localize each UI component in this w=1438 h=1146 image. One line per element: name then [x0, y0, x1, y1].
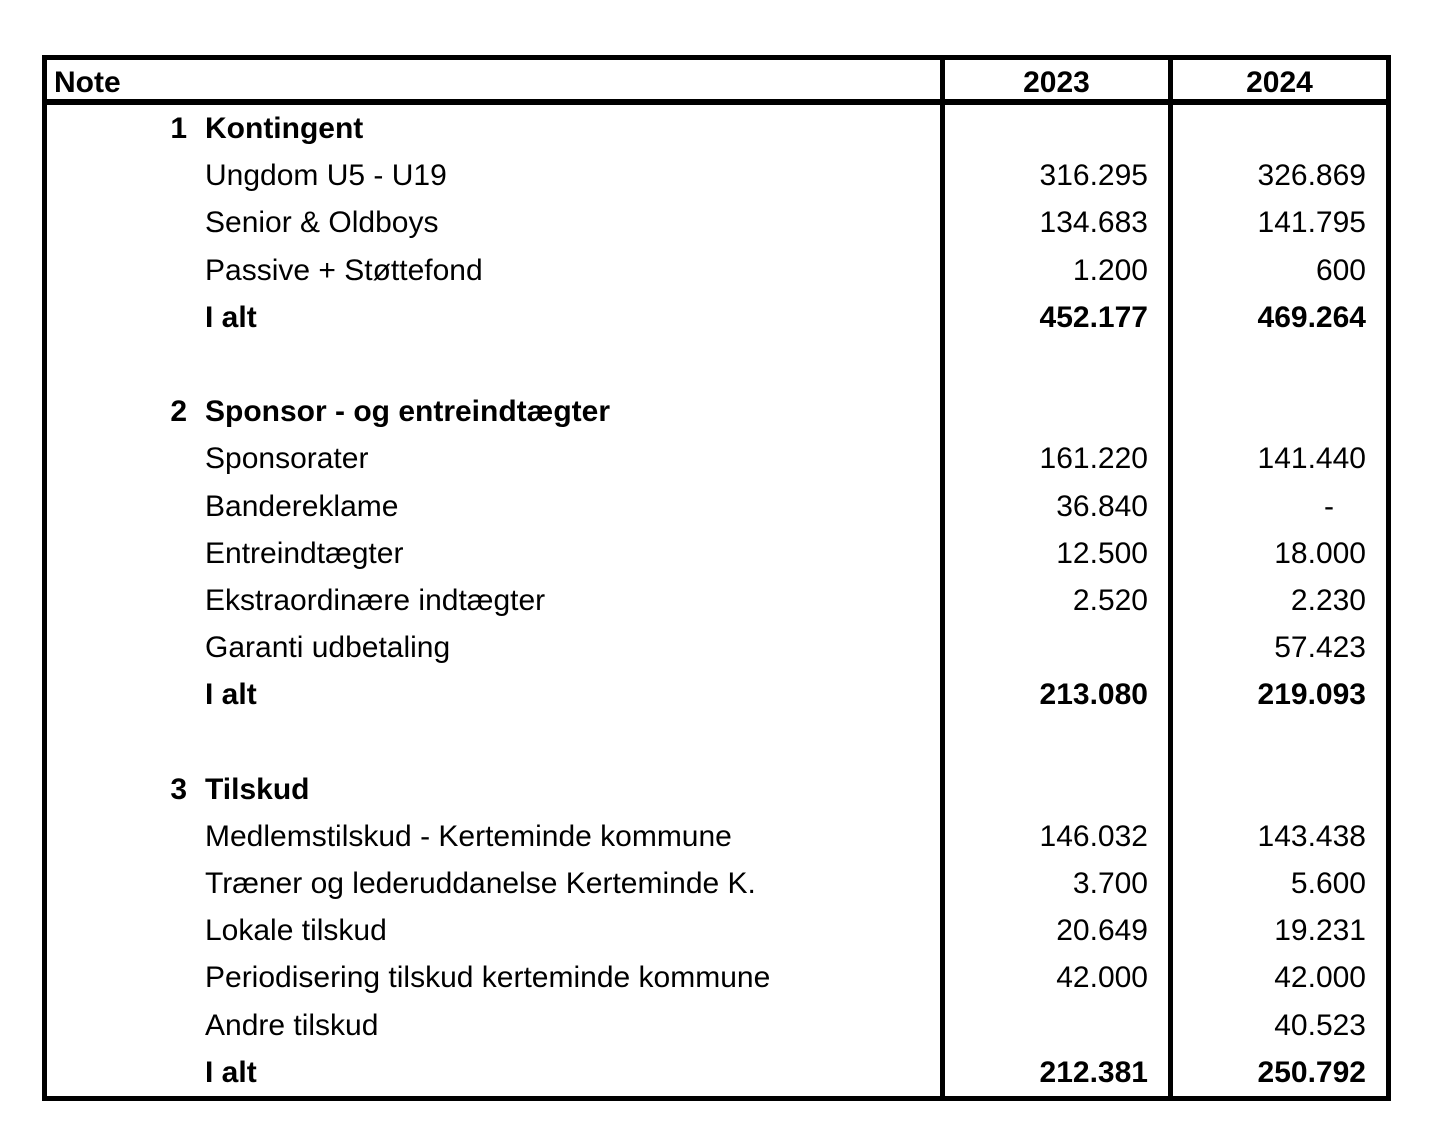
value-2024 [1168, 105, 1386, 152]
total-value-2024: 250.792 [1168, 1049, 1386, 1096]
total-value-2024: 219.093 [1168, 671, 1386, 718]
spacer-row [47, 718, 1386, 765]
table-row [47, 624, 1386, 671]
row-label-cell [47, 152, 940, 199]
section-row-kontingent [47, 105, 1386, 152]
column-header-2024: 2024 [1168, 60, 1386, 99]
table-row [47, 247, 1386, 294]
value-2024: 141.440 [1168, 435, 1386, 482]
row-label-cell [47, 483, 940, 530]
row-label: Periodisering tilskud kerteminde kommune [205, 961, 771, 995]
row-label: Sponsorater [205, 442, 369, 476]
table-row [47, 530, 1386, 577]
value-2023: 161.220 [940, 435, 1168, 482]
value-2024: 19.231 [1168, 907, 1386, 954]
table-row [47, 813, 1386, 860]
value-2024: 2.230 [1168, 577, 1386, 624]
column-header-note: Note [54, 66, 121, 99]
section-row-tilskud [47, 766, 1386, 813]
total-label: I alt [205, 300, 257, 334]
row-label-cell [47, 718, 940, 765]
value-2024: 57.423 [1168, 624, 1386, 671]
value-2024: 143.438 [1168, 813, 1386, 860]
row-label-cell [47, 1002, 940, 1049]
value-2024 [1168, 341, 1386, 388]
table-row [47, 199, 1386, 246]
row-label: Bandereklame [205, 489, 399, 523]
note-number: 2 [170, 395, 187, 429]
table-row [47, 860, 1386, 907]
row-label: Garanti udbetaling [205, 631, 451, 665]
row-label-cell [47, 199, 940, 246]
row-label-cell [47, 388, 940, 435]
row-label-cell [47, 907, 940, 954]
value-2023 [940, 718, 1168, 765]
value-2023: 3.700 [940, 860, 1168, 907]
total-row-kontingent [47, 294, 1386, 341]
value-2023 [940, 341, 1168, 388]
total-label: I alt [205, 678, 257, 712]
value-2023: 2.520 [940, 577, 1168, 624]
value-2023: 134.683 [940, 199, 1168, 246]
row-label: Træner og lederuddanelse Kerteminde K. [205, 867, 756, 900]
value-2023: 36.840 [940, 483, 1168, 530]
note-number [47, 718, 187, 765]
row-label: Andre tilskud [205, 1008, 379, 1042]
row-label-cell [47, 105, 940, 152]
total-value-2023: 212.381 [940, 1049, 1168, 1096]
value-2023: 1.200 [940, 247, 1168, 294]
note-number [47, 435, 187, 482]
value-2023 [940, 766, 1168, 813]
value-2024: 42.000 [1168, 954, 1386, 1001]
note-number: 1 [170, 112, 187, 145]
row-label-cell [47, 577, 940, 624]
section-title: Tilskud [205, 772, 310, 806]
section-title: Sponsor - og entreindtægter [205, 395, 610, 429]
note-number [47, 860, 187, 907]
section-title: Kontingent [205, 112, 364, 145]
note-number: 3 [170, 772, 187, 806]
row-label: Medlemstilskud - Kerteminde kommune [205, 819, 732, 853]
row-label-cell [47, 860, 940, 907]
table-row [47, 152, 1386, 199]
note-number [47, 1049, 187, 1096]
row-label-cell [47, 247, 940, 294]
value-2023 [940, 388, 1168, 435]
note-number [47, 294, 187, 341]
value-2024: 600 [1168, 247, 1386, 294]
row-label: Passive + Støttefond [205, 253, 483, 287]
row-label-cell [47, 294, 940, 341]
note-number [47, 1002, 187, 1049]
note-number [47, 483, 187, 530]
total-row-tilskud [47, 1049, 1386, 1096]
note-number [47, 199, 187, 246]
table-row [47, 483, 1386, 530]
total-row-sponsor [47, 671, 1386, 718]
value-2024 [1168, 388, 1386, 435]
value-2023 [940, 105, 1168, 152]
row-label-cell [47, 1049, 940, 1096]
row-label-cell [47, 624, 940, 671]
value-2024 [1168, 718, 1386, 765]
value-2024 [1168, 766, 1386, 813]
value-2023 [940, 1002, 1168, 1049]
value-2023: 42.000 [940, 954, 1168, 1001]
table-row [47, 954, 1386, 1001]
row-label-cell [47, 813, 940, 860]
value-2024: 40.523 [1168, 1002, 1386, 1049]
value-2024: 18.000 [1168, 530, 1386, 577]
note-number [47, 813, 187, 860]
finance-notes-table [42, 55, 1391, 1101]
row-label-cell [47, 671, 940, 718]
row-label: Ungdom U5 - U19 [205, 159, 447, 193]
row-label: Senior & Oldboys [205, 206, 439, 240]
note-number [47, 341, 187, 388]
note-number [47, 624, 187, 671]
total-value-2023: 213.080 [940, 671, 1168, 718]
table-row [47, 1002, 1386, 1049]
note-number [47, 530, 187, 577]
value-2023: 20.649 [940, 907, 1168, 954]
table-row [47, 435, 1386, 482]
row-label-cell [47, 766, 940, 813]
section-row-sponsor [47, 388, 1386, 435]
note-number [47, 671, 187, 718]
table-row [47, 907, 1386, 954]
row-label-cell [47, 435, 940, 482]
spacer-row [47, 341, 1386, 388]
note-number [47, 577, 187, 624]
row-label-cell [47, 954, 940, 1001]
value-2024: 5.600 [1168, 860, 1386, 907]
note-number [47, 954, 187, 1001]
column-header-2023: 2023 [940, 60, 1168, 99]
note-number [47, 152, 187, 199]
value-2023: 12.500 [940, 530, 1168, 577]
note-number [47, 247, 187, 294]
row-label: Entreindtægter [205, 536, 404, 570]
total-value-2023: 452.177 [940, 294, 1168, 341]
total-label: I alt [205, 1055, 257, 1089]
value-2024: - [1168, 483, 1386, 530]
total-value-2024: 469.264 [1168, 294, 1386, 341]
value-2023: 316.295 [940, 152, 1168, 199]
table-row [47, 577, 1386, 624]
row-label-cell [47, 341, 940, 388]
table-header-row [47, 60, 1386, 105]
value-2024: 326.869 [1168, 152, 1386, 199]
row-label-cell [47, 530, 940, 577]
row-label: Ekstraordinære indtægter [205, 583, 546, 617]
value-2024: 141.795 [1168, 199, 1386, 246]
note-number [47, 907, 187, 954]
value-2023 [940, 624, 1168, 671]
value-2023: 146.032 [940, 813, 1168, 860]
row-label: Lokale tilskud [205, 914, 387, 948]
